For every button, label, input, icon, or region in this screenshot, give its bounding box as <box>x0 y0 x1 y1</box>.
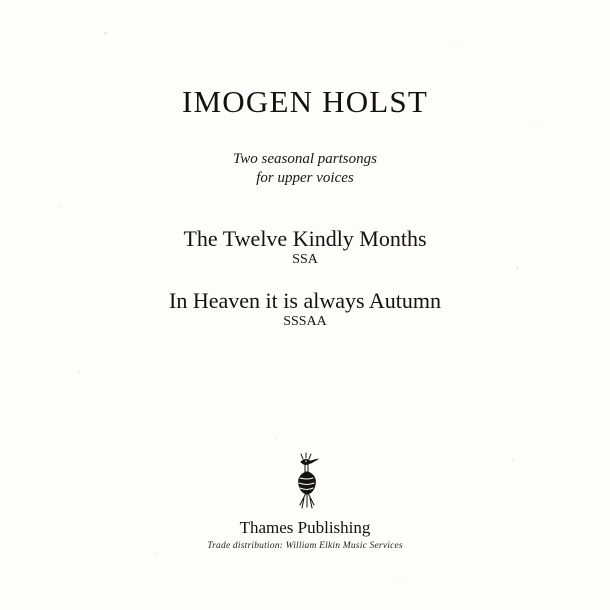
work-voicing-1: SSA <box>292 252 318 267</box>
paper-speck <box>156 552 158 554</box>
work-voicing-2: SSSAA <box>283 314 327 329</box>
subtitle-line-1: Two seasonal partsongs <box>233 151 377 167</box>
subtitle-line-2: for upper voices <box>256 170 354 186</box>
work-title-1: The Twelve Kindly Months <box>183 226 427 251</box>
paper-speck <box>399 580 401 582</box>
paper-speck <box>535 120 537 122</box>
distribution-note: Trade distribution: William Elkin Music Services <box>207 541 403 551</box>
publisher-logo <box>287 452 327 510</box>
work-title-2: In Heaven it is always Autumn <box>169 288 441 313</box>
paper-speck <box>512 459 514 461</box>
paper-speck <box>104 32 107 35</box>
composer-name: IMOGEN HOLST <box>181 84 429 119</box>
subtitle-block <box>0 150 610 188</box>
paper-speck <box>78 372 80 374</box>
paper-speck <box>276 437 278 439</box>
paper-speck <box>455 46 457 48</box>
paper-speck <box>60 206 62 208</box>
publisher-name: Thames Publishing <box>239 518 371 537</box>
